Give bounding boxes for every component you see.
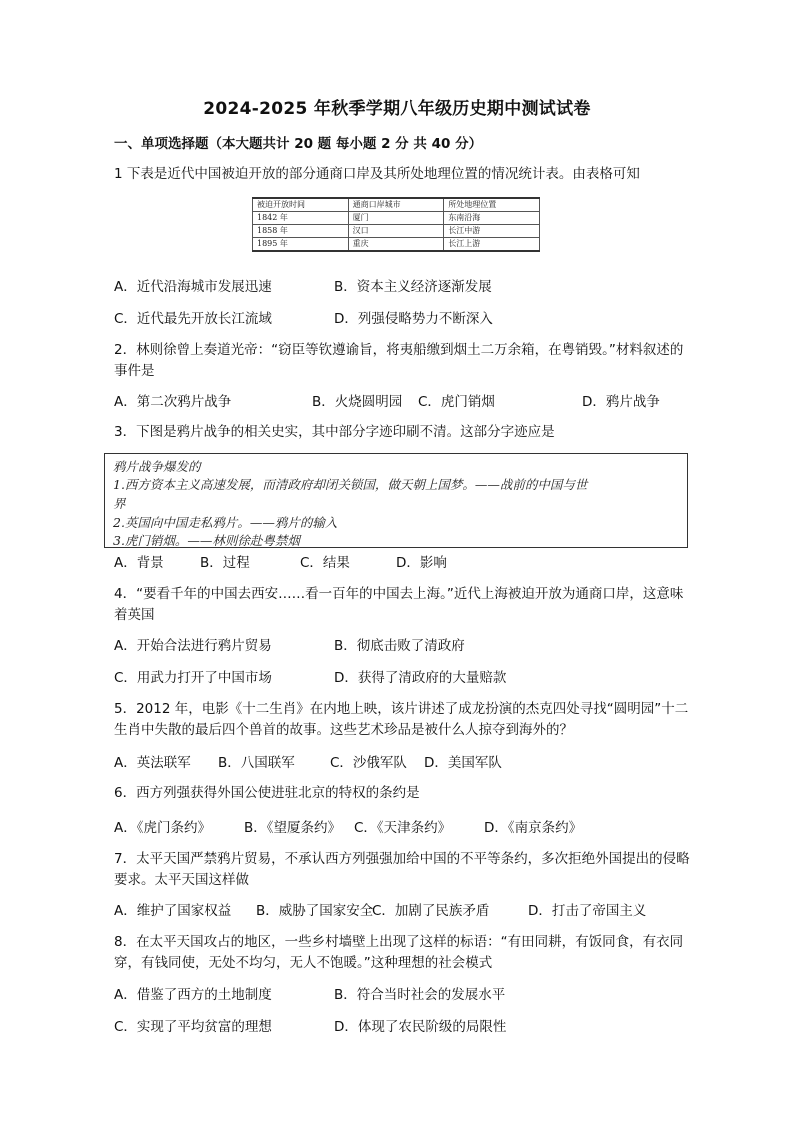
table-cell: 所处地理位置 — [444, 198, 540, 212]
table-row — [253, 238, 540, 252]
table-cell: 长江中游 — [444, 225, 540, 238]
option-d[interactable]: D．列强侵略势力不断深入 — [334, 311, 493, 327]
option-c[interactable]: C．结果 — [300, 555, 350, 571]
question-3-stem: 3．下图是鸦片战争的相关史实，其中部分字迹印刷不清。这部分字迹应是 — [114, 424, 555, 440]
table-cell: 1895 年 — [253, 238, 349, 252]
question-1-table — [252, 197, 540, 252]
table-cell: 长江上游 — [444, 238, 540, 252]
table-header-row — [253, 198, 540, 212]
material-line: 3.虎门销烟。——林则徐赴粤禁烟 — [113, 533, 300, 548]
option-c[interactable]: C．虎门销烟 — [418, 394, 495, 410]
question-2-stem: 2．林则徐曾上奏道光帝：“窃臣等钦遵谕旨，将夷船缴到烟土二万余箱，在粤销毁。”材料叙述的事件是 — [114, 342, 684, 379]
material-line: 界 — [113, 496, 126, 511]
option-a[interactable]: A．开始合法进行鸦片贸易 — [114, 638, 272, 654]
option-a[interactable]: A．借鉴了西方的土地制度 — [114, 987, 272, 1003]
option-a[interactable]: A．《虎门条约》 — [114, 820, 211, 836]
option-a[interactable]: A．英法联军 — [114, 755, 191, 771]
exam-title: 2024-2025 年秋季学期八年级历史期中测试试卷 — [203, 99, 591, 119]
option-b[interactable]: B．资本主义经济逐渐发展 — [334, 279, 492, 295]
material-line: 鸦片战争爆发的 — [113, 459, 201, 474]
question-1-stem: 1 下表是近代中国被迫开放的部分通商口岸及其所处地理位置的情况统计表。由表格可知 — [114, 166, 640, 182]
question-3-material-box — [104, 453, 688, 548]
table-cell: 重庆 — [348, 238, 444, 252]
table-cell: 通商口岸城市 — [348, 198, 444, 212]
option-c[interactable]: C．近代最先开放长江流域 — [114, 311, 272, 327]
option-d[interactable]: D．鸦片战争 — [582, 394, 660, 410]
question-6-stem: 6．西方列强获得外国公使进驻北京的特权的条约是 — [114, 785, 420, 801]
question-5-stem: 5．2012 年，电影《十二生肖》在内地上映，该片讲述了成龙扮演的杰克四处寻找“圆明园”十二生肖中失散的最后四个兽首的故事。这些艺术珍品是被什么人掠夺到海外的？ — [114, 701, 689, 738]
table-cell: 1842 年 — [253, 212, 349, 225]
option-c[interactable]: C．沙俄军队 — [330, 755, 407, 771]
option-d[interactable]: D．影响 — [396, 555, 447, 571]
option-d[interactable]: D．体现了农民阶级的局限性 — [334, 1019, 507, 1035]
table-cell: 被迫开放时间 — [253, 198, 349, 212]
material-line: 2.英国向中国走私鸦片。——鸦片的输入 — [113, 515, 338, 530]
option-a[interactable]: A．维护了国家权益 — [114, 903, 232, 919]
table-cell: 厦门 — [348, 212, 444, 225]
option-d[interactable]: D．《南京条约》 — [484, 820, 583, 836]
option-b[interactable]: B．过程 — [200, 555, 250, 571]
option-a[interactable]: A．近代沿海城市发展迅速 — [114, 279, 272, 295]
option-c[interactable]: C．加剧了民族矛盾 — [372, 903, 490, 919]
table-row — [253, 225, 540, 238]
section-heading: 一、单项选择题（本大题共计 20 题 每小题 2 分 共 40 分） — [114, 136, 483, 152]
option-a[interactable]: A．背景 — [114, 555, 164, 571]
table-row — [253, 212, 540, 225]
table-cell: 1858 年 — [253, 225, 349, 238]
option-c[interactable]: C．《天津条约》 — [354, 820, 452, 836]
material-line: 1.西方资本主义高速发展，而清政府却闭关锁国，做天朝上国梦。——战前的中国与世 — [113, 477, 588, 492]
option-b[interactable]: B．八国联军 — [218, 755, 295, 771]
table-cell: 汉口 — [348, 225, 444, 238]
option-c[interactable]: C．实现了平均贫富的理想 — [114, 1019, 272, 1035]
option-b[interactable]: B．符合当时社会的发展水平 — [334, 987, 506, 1003]
option-b[interactable]: B．《望厦条约》 — [244, 820, 342, 836]
option-c[interactable]: C．用武力打开了中国市场 — [114, 670, 272, 686]
question-8-stem: 8．在太平天国攻占的地区，一些乡村墙壁上出现了这样的标语：“有田同耕，有饭同食，有衣同穿，有钱同使，无处不均匀，无人不饱暖。”这种理想的社会模式 — [114, 934, 684, 971]
option-d[interactable]: D．美国军队 — [424, 755, 502, 771]
option-b[interactable]: B．威胁了国家安全 — [256, 903, 374, 919]
option-a[interactable]: A．第二次鸦片战争 — [114, 394, 232, 410]
question-7-stem: 7．太平天国严禁鸦片贸易，不承认西方列强强加给中国的不平等条约，多次拒绝外国提出的侵略要求。太平天国这样做 — [114, 851, 690, 888]
option-b[interactable]: B．彻底击败了清政府 — [334, 638, 465, 654]
option-b[interactable]: B．火烧圆明园 — [312, 394, 403, 410]
table-cell: 东南沿海 — [444, 212, 540, 225]
option-d[interactable]: D．打击了帝国主义 — [528, 903, 647, 919]
option-d[interactable]: D．获得了清政府的大量赔款 — [334, 670, 507, 686]
question-4-stem: 4．“要看千年的中国去西安……看一百年的中国去上海。”近代上海被迫开放为通商口岸，这意味着英国 — [114, 586, 684, 623]
